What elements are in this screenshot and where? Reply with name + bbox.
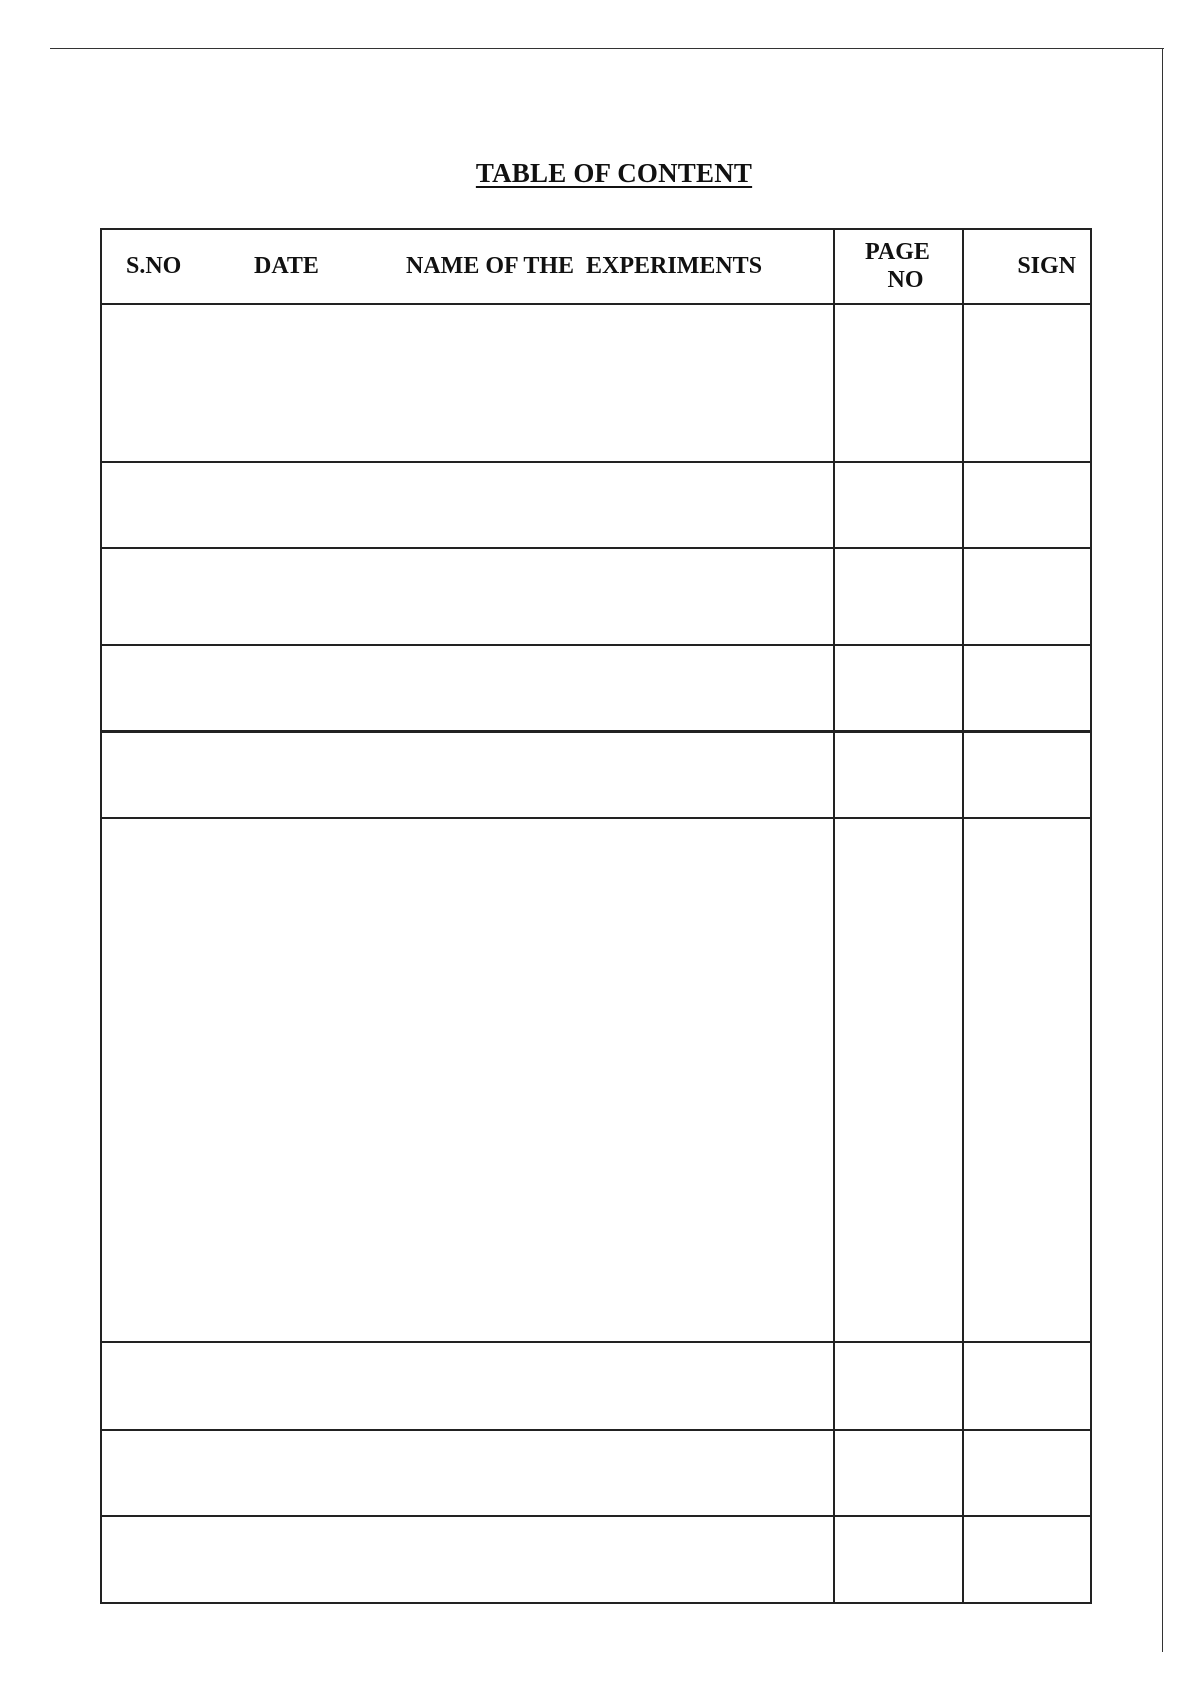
table-row (100, 1431, 1092, 1515)
table-row (100, 1343, 1092, 1429)
table-row (100, 463, 1092, 547)
column-header-sign: SIGN (1017, 253, 1076, 279)
column-header-page-no-line2: NO (887, 267, 924, 293)
column-header-date: DATE (254, 253, 319, 279)
table-row (100, 1517, 1092, 1602)
column-header-page-no-line1: PAGE (865, 239, 930, 265)
table-border-top (100, 228, 1092, 230)
toc-table (100, 228, 1092, 1604)
table-row (100, 819, 1092, 1341)
column-header-name: NAME OF THE EXPERIMENTS (406, 253, 763, 279)
table-row (100, 646, 1092, 730)
table-border-bottom (100, 1602, 1092, 1604)
page-title: TABLE OF CONTENT (475, 158, 753, 188)
page-border-right (1162, 48, 1163, 1652)
column-header-sno: S.NO (126, 253, 182, 279)
table-row (100, 305, 1092, 461)
page-border-top (50, 48, 1164, 49)
table-row (100, 549, 1092, 644)
table-row (100, 733, 1092, 817)
